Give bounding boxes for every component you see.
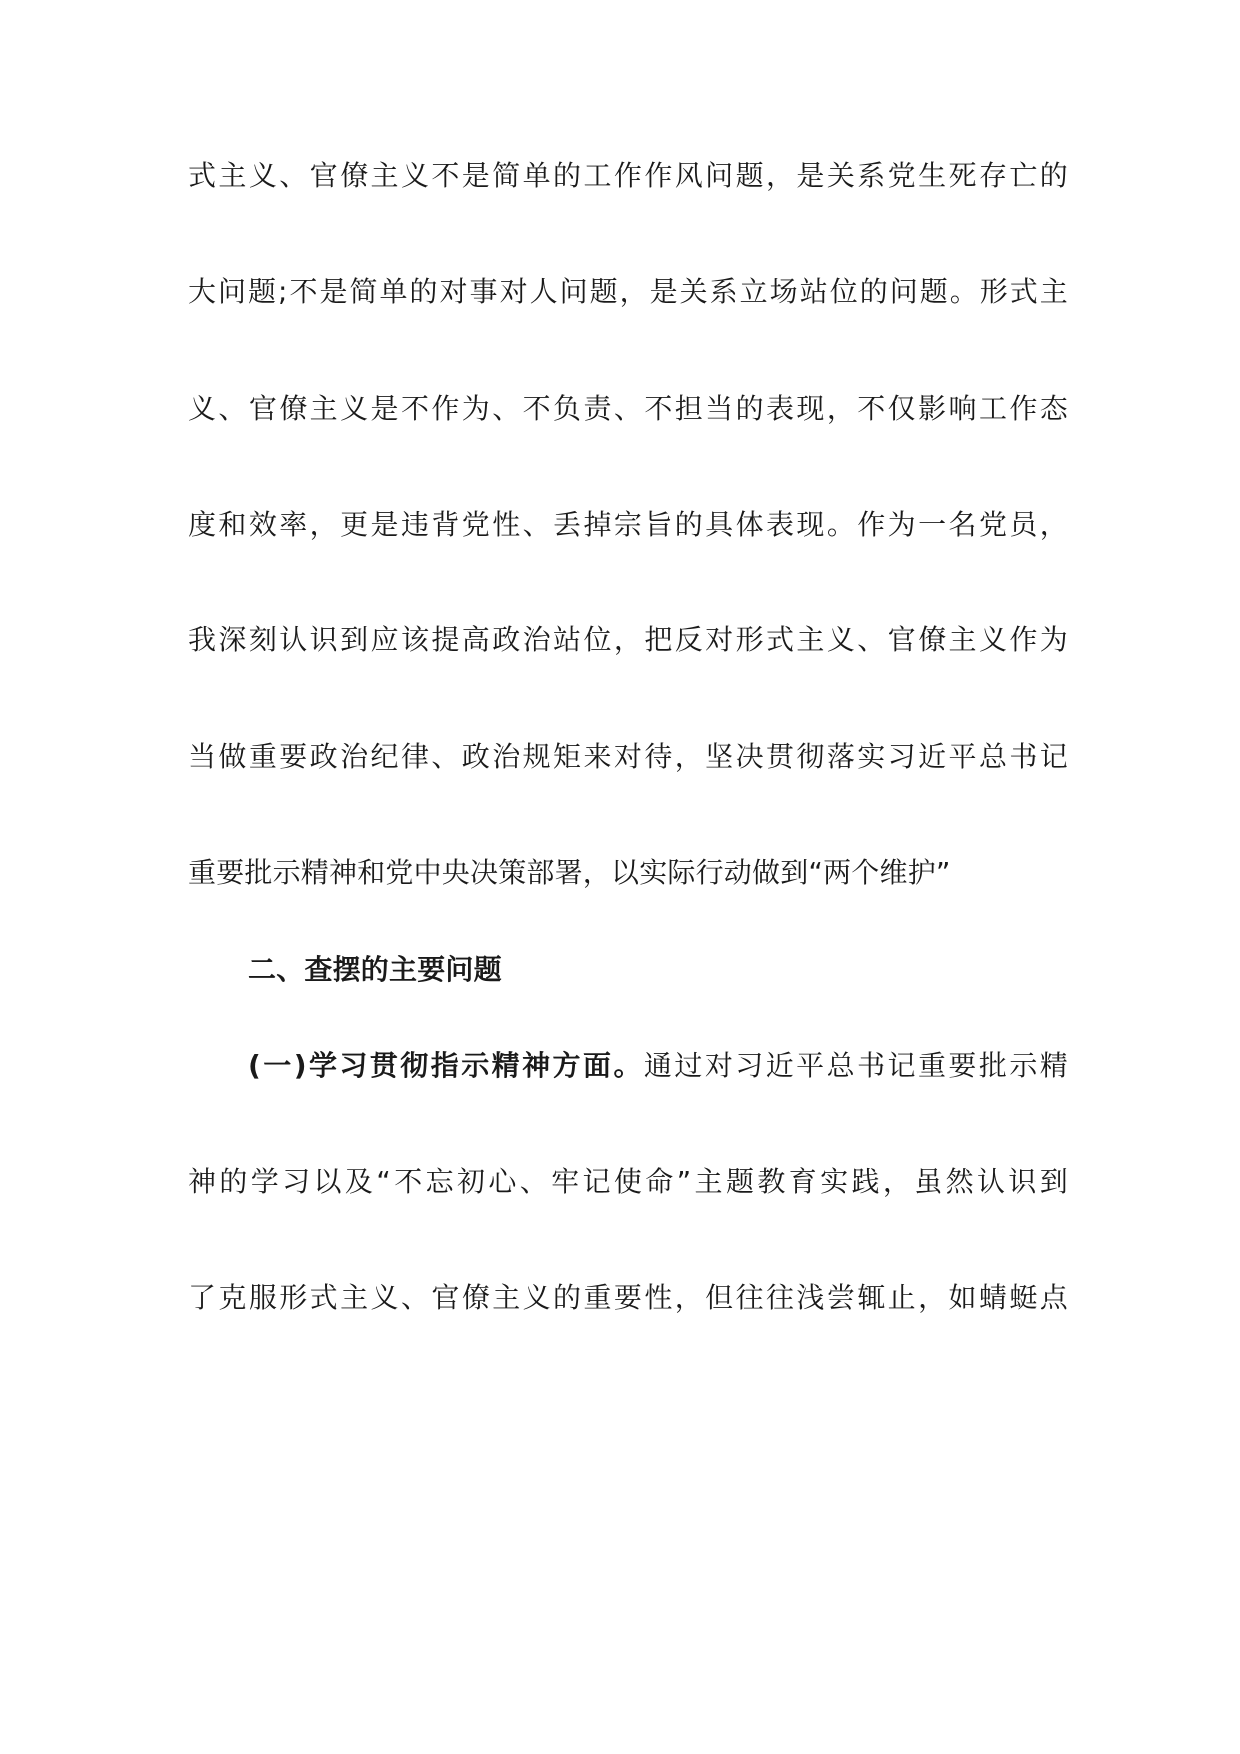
paragraph-line: 度和效率，更是违背党性、丢掉宗旨的具体表现。作为一名党员， (188, 508, 1068, 541)
section-heading: 二、查摆的主要问题 (248, 953, 502, 986)
paragraph-line: 重要批示精神和党中央决策部署，以实际行动做到“两个维护” (188, 856, 951, 889)
paragraph-line: 神的学习以及“不忘初心、牢记使命”主题教育实践，虽然认识到 (188, 1165, 1068, 1198)
paragraph-line: 义、官僚主义是不作为、不负责、不担当的表现，不仅影响工作态 (188, 392, 1068, 425)
paragraph-line: 当做重要政治纪律、政治规矩来对待，坚决贯彻落实习近平总书记 (188, 740, 1068, 773)
paragraph-lead-text: 通过对习近平总书记重要批示精 (643, 1049, 1068, 1082)
paragraph-line: 式主义、官僚主义不是简单的工作作风问题，是关系党生死存亡的 (188, 159, 1068, 192)
paragraph-line: 了克服形式主义、官僚主义的重要性，但往往浅尝辄止，如蜻蜓点 (188, 1281, 1068, 1314)
paragraph-lead-bold: (一)学习贯彻指示精神方面。 (248, 1049, 644, 1082)
paragraph-lead-line (248, 1046, 1068, 1086)
paragraph-line: 我深刻认识到应该提高政治站位，把反对形式主义、官僚主义作为 (188, 623, 1068, 656)
paragraph-line: 大问题;不是简单的对事对人问题，是关系立场站位的问题。形式主 (188, 275, 1068, 308)
